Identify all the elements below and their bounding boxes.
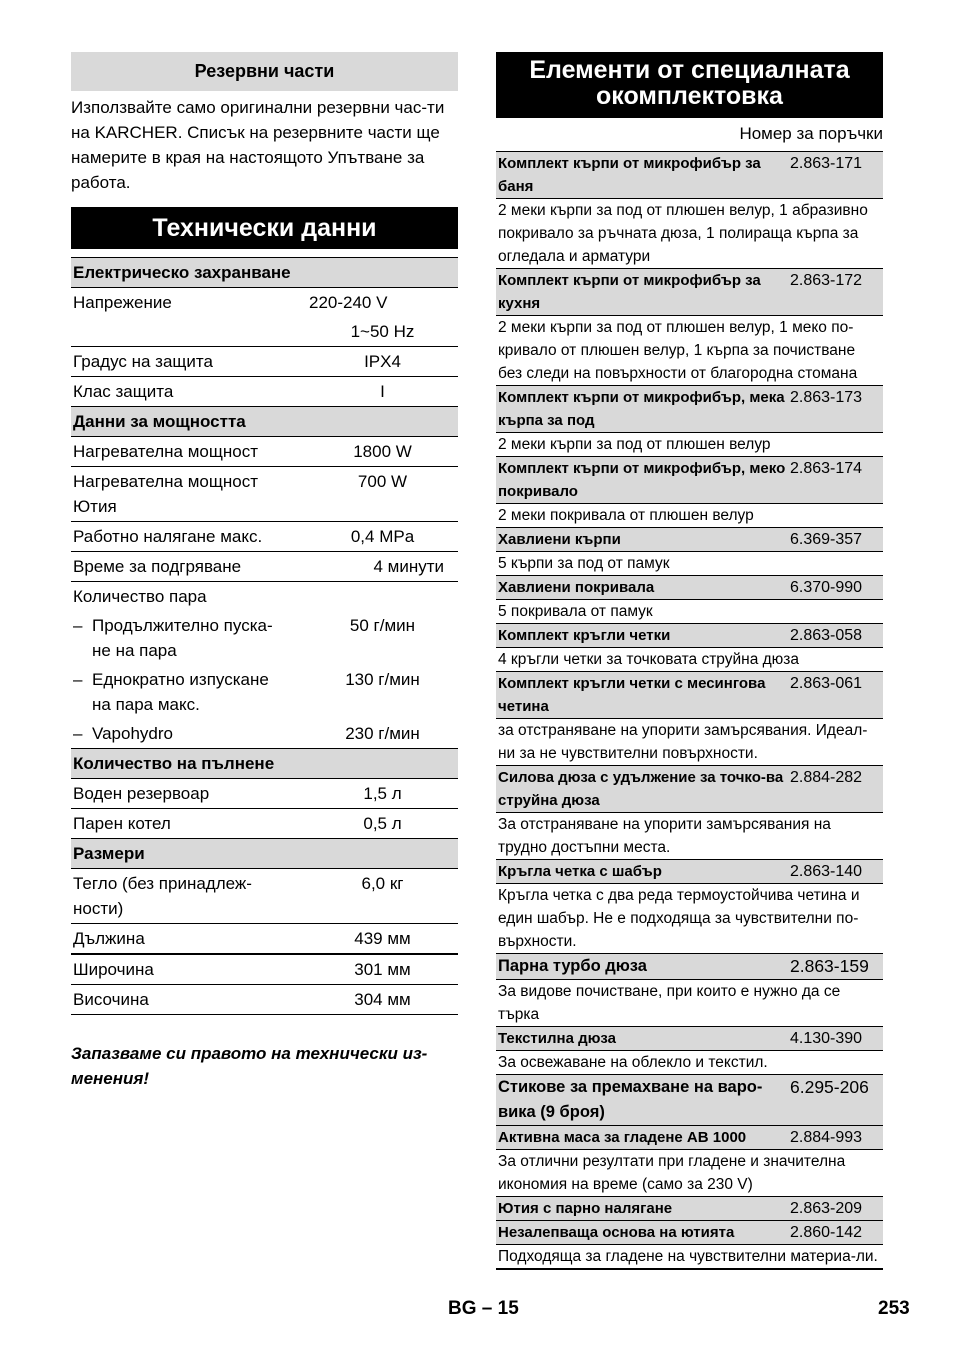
accessory-order-number: 2.863-209 bbox=[790, 1200, 863, 1217]
accessory-row bbox=[496, 528, 883, 552]
protection-label: Градус на защита bbox=[71, 347, 307, 377]
accessory-row bbox=[496, 457, 883, 504]
accessory-description: 2 меки кърпи за под от плюшен велур, 1 абразивно покривало за ръчната дюза, 1 полираща кърпа за огледала и арматури bbox=[496, 199, 883, 269]
accessory-order-number: 2.863-140 bbox=[790, 863, 863, 880]
accessory-name: Комплект кърпи от микрофибър, мека кърпа за под bbox=[498, 389, 785, 429]
section-dimensions: Размери bbox=[71, 839, 458, 869]
tech-data-heading: Технически данни bbox=[71, 207, 458, 249]
burst-steam-label: – Еднократно изпускане на пара макс. bbox=[73, 670, 269, 714]
pressure-label: Работно налягане макс. bbox=[71, 522, 307, 552]
accessory-description: За отлични резултати при гладене и значителна икономия на време (само за 230 V) bbox=[496, 1150, 883, 1197]
footer-section-code: BG – 15 bbox=[448, 1298, 519, 1319]
accessory-order-number: 4.130-390 bbox=[790, 1030, 863, 1047]
accessory-row bbox=[496, 1075, 883, 1126]
left-column bbox=[71, 52, 458, 1091]
heat-value: 1800 W bbox=[307, 437, 458, 467]
vapohydro-value: 230 г/мин bbox=[307, 719, 458, 749]
accessory-order-number: 2.863-061 bbox=[790, 675, 863, 692]
frequency-value: 1~50 Hz bbox=[307, 317, 458, 347]
section-performance: Данни за мощността bbox=[71, 407, 458, 437]
heat-label: Нагревателна мощност bbox=[71, 437, 307, 467]
protection-value: IPX4 bbox=[307, 347, 458, 377]
spare-parts-text: Използвайте само оригинални резервни час-ти на KARCHER. Списък на резервните части ще намерите в края на настоящото Упътване за работа. bbox=[71, 98, 445, 192]
accessory-description: 2 меки кърпи за под от плюшен велур bbox=[496, 433, 883, 457]
order-number-label: Номер за поръчки bbox=[496, 123, 883, 152]
height-value: 304 мм bbox=[307, 985, 458, 1015]
accessory-name: Комплект кръгли четки bbox=[498, 627, 671, 644]
technical-changes-note: Запазваме си правото на технически из-менения! bbox=[71, 1044, 428, 1088]
boiler-value: 0,5 л bbox=[307, 809, 458, 839]
accessory-description: За отстраняване на упорити замърсявания на трудно достъпни места. bbox=[496, 813, 883, 860]
accessory-description: 4 кръгли четки за точковата струйна дюза bbox=[496, 648, 883, 672]
tank-value: 1,5 л bbox=[307, 779, 458, 809]
steam-label: Количество пара bbox=[73, 587, 207, 606]
accessory-name: Хавлиени покривала bbox=[498, 579, 655, 596]
accessory-description: За видове почистване, при които е нужно да се търка bbox=[496, 980, 883, 1027]
accessory-name: Парна турбо дюза bbox=[498, 957, 647, 975]
accessory-name: Стикове за премахване на варо-вика (9 броя) bbox=[498, 1078, 763, 1121]
accessory-order-number: 6.295-206 bbox=[790, 1077, 869, 1097]
accessory-row bbox=[496, 1197, 883, 1221]
warmup-label: Време за подгряване bbox=[71, 552, 307, 582]
accessory-row bbox=[496, 766, 883, 813]
accessory-name: Активна маса за гладене AB 1000 bbox=[498, 1129, 747, 1146]
accessory-order-number: 6.369-357 bbox=[790, 531, 863, 548]
height-label: Височина bbox=[71, 985, 307, 1015]
continuous-steam-value: 50 г/мин bbox=[349, 616, 416, 635]
accessory-order-number: 2.863-159 bbox=[790, 956, 869, 976]
pressure-value: 0,4 MPa bbox=[307, 522, 458, 552]
spare-parts-heading: Резервни части bbox=[71, 52, 458, 91]
accessory-description: Кръгла четка с два реда термоустойчива четина и един шабър. Не е подходяща за чувствителни по-върхности. bbox=[496, 884, 883, 954]
accessory-order-number: 2.863-058 bbox=[790, 627, 863, 644]
section-fill: Количество на пълнене bbox=[71, 749, 458, 779]
section-power: Електрическо захранване bbox=[71, 258, 458, 288]
accessory-row bbox=[496, 1027, 883, 1051]
accessory-row bbox=[496, 954, 883, 980]
accessory-name: Текстилна дюза bbox=[498, 1030, 617, 1047]
accessory-row bbox=[496, 152, 883, 199]
accessory-order-number: 2.863-171 bbox=[790, 155, 863, 172]
heat-iron-value: 700 W bbox=[307, 467, 458, 522]
accessory-name: Комплект кърпи от микрофибър за кухня bbox=[498, 272, 761, 312]
boiler-label: Парен котел bbox=[71, 809, 307, 839]
length-value: 439 мм bbox=[307, 924, 458, 955]
class-label: Клас защита bbox=[71, 377, 307, 407]
accessory-description: 5 кърпи за под от памук bbox=[496, 552, 883, 576]
footer-page-number: 253 bbox=[878, 1298, 910, 1319]
accessory-row bbox=[496, 624, 883, 648]
accessory-description: Подходяща за гладене на чувствителни материа-ли. bbox=[496, 1245, 883, 1270]
accessory-row bbox=[496, 1221, 883, 1245]
accessory-row bbox=[496, 1126, 883, 1150]
continuous-steam-label: – Продължително пуска- не на пара bbox=[73, 616, 273, 660]
accessory-order-number: 6.370-990 bbox=[790, 579, 863, 596]
accessory-row bbox=[496, 672, 883, 719]
accessory-order-number: 2.884-282 bbox=[790, 769, 863, 786]
accessory-description: 5 покривала от памук bbox=[496, 600, 883, 624]
width-value: 301 мм bbox=[307, 954, 458, 985]
accessory-order-number: 2.860-142 bbox=[790, 1224, 863, 1241]
accessory-name: Комплект кърпи от микрофибър, меко покривало bbox=[498, 460, 786, 500]
class-value: I bbox=[307, 377, 458, 407]
accessory-row bbox=[496, 386, 883, 433]
accessory-order-number: 2.863-172 bbox=[790, 272, 863, 289]
accessory-name: Комплект кръгли четки с месингова четина bbox=[498, 675, 766, 715]
accessory-order-number: 2.884-993 bbox=[790, 1129, 863, 1146]
accessory-description: За освежаване на облекло и текстил. bbox=[496, 1051, 883, 1075]
accessory-row bbox=[496, 269, 883, 316]
accessory-order-number: 2.863-173 bbox=[790, 389, 863, 406]
vapohydro-label: – Vapohydro bbox=[71, 719, 307, 749]
voltage-label: Напрежение bbox=[73, 293, 172, 312]
accessory-row bbox=[496, 576, 883, 600]
accessory-name: Хавлиени кърпи bbox=[498, 531, 621, 548]
warmup-value: 4 минути bbox=[307, 552, 458, 582]
width-label: Широчина bbox=[71, 954, 307, 985]
tank-label: Воден резервоар bbox=[71, 779, 307, 809]
accessory-name: Силова дюза с удължение за точко-ва струйна дюза bbox=[498, 769, 784, 809]
accessory-description: 2 меки кърпи за под от плюшен велур, 1 меко по-кривало от плюшен велур, 1 кърпа за почистване без следи на повърхности от благородна стомана bbox=[496, 316, 883, 386]
length-label: Дължина bbox=[71, 924, 307, 955]
heat-iron-label: Нагревателна мощност Ютия bbox=[71, 467, 307, 522]
right-column bbox=[496, 52, 883, 1270]
voltage-value: 220-240 V bbox=[309, 293, 388, 312]
accessory-name: Ютия с парно налягане bbox=[498, 1200, 673, 1217]
accessory-name: Комплект кърпи от микрофибър за баня bbox=[498, 155, 761, 195]
weight-value: 6,0 кг bbox=[307, 869, 458, 924]
accessory-name: Кръгла четка с шабър bbox=[498, 863, 662, 880]
accessory-row bbox=[496, 860, 883, 884]
weight-label: Тегло (без принадлеж- ности) bbox=[71, 869, 307, 924]
accessory-description: за отстраняване на упорити замърсявания. Идеал-ни за не чувствителни повърхности. bbox=[496, 719, 883, 766]
burst-steam-value: 130 г/мин bbox=[345, 670, 420, 689]
tech-data-table bbox=[71, 257, 458, 1015]
accessories-list bbox=[496, 152, 883, 1270]
accessory-name: Незалепваща основа на ютията bbox=[498, 1224, 735, 1241]
accessories-heading: Елементи от специалната окомплектовка bbox=[496, 52, 883, 118]
accessory-description: 2 меки покривала от плюшен велур bbox=[496, 504, 883, 528]
accessory-order-number: 2.863-174 bbox=[790, 460, 863, 477]
